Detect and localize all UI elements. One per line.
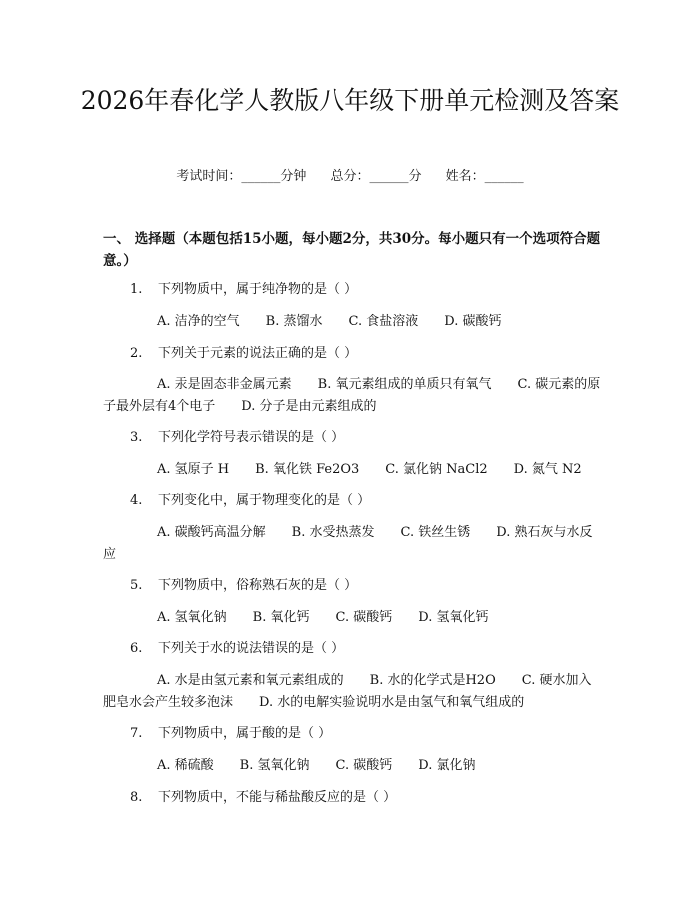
option-b: B. 水的化学式是H2O bbox=[369, 673, 496, 688]
exam-student-name: 姓名：______ bbox=[445, 169, 524, 184]
option-b: B. 水受热蒸发 bbox=[291, 525, 375, 540]
question-4-options bbox=[103, 522, 603, 566]
option-a: A. 碳酸钙高温分解 bbox=[157, 525, 266, 540]
question-1 bbox=[103, 279, 603, 301]
question-stem: 下列关于元素的说法正确的是（ ） bbox=[158, 346, 358, 361]
option-d: D. 分子是由元素组成的 bbox=[241, 399, 377, 414]
question-4 bbox=[103, 490, 603, 512]
option-a: A. 氢氧化钠 bbox=[157, 610, 227, 625]
exam-total-score: 总分：______分 bbox=[330, 169, 422, 184]
question-1-options bbox=[103, 311, 603, 333]
question-3 bbox=[103, 427, 603, 449]
option-b: B. 氧元素组成的单质只有氧气 bbox=[317, 377, 492, 392]
question-stem: 下列关于水的说法错误的是（ ） bbox=[158, 641, 345, 656]
option-b: B. 氧化铁 Fe2O3 bbox=[255, 462, 360, 477]
option-a: A. 氢原子 H bbox=[157, 462, 230, 477]
question-3-options bbox=[103, 459, 603, 481]
question-5-options bbox=[103, 607, 603, 629]
question-6 bbox=[103, 638, 603, 660]
option-d: D. 氯化钠 bbox=[418, 758, 476, 773]
option-d: D. 熟石灰与水反应 bbox=[103, 525, 593, 562]
question-number: 1. bbox=[130, 282, 143, 297]
question-7-options bbox=[103, 755, 603, 777]
question-stem: 下列物质中，属于酸的是（ ） bbox=[158, 726, 332, 741]
option-c: C. 氯化钠 NaCl2 bbox=[385, 462, 488, 477]
option-a: A. 稀硫酸 bbox=[157, 758, 214, 773]
question-7 bbox=[103, 723, 603, 745]
question-6-options bbox=[103, 670, 603, 714]
option-c: C. 碳酸钙 bbox=[335, 758, 393, 773]
option-c: C. 碳酸钙 bbox=[335, 610, 393, 625]
question-2-options bbox=[103, 374, 603, 418]
option-a: A. 洁净的空气 bbox=[157, 314, 240, 329]
question-stem: 下列物质中，俗称熟石灰的是（ ） bbox=[158, 578, 358, 593]
question-number: 6. bbox=[130, 641, 143, 656]
question-number: 4. bbox=[130, 493, 143, 508]
question-number: 3. bbox=[130, 430, 143, 445]
option-d: D. 氮气 N2 bbox=[513, 462, 582, 477]
exam-time: 考试时间：______分钟 bbox=[176, 169, 307, 184]
question-stem: 下列物质中，属于纯净物的是（ ） bbox=[158, 282, 358, 297]
question-8 bbox=[103, 787, 603, 809]
option-d: D. 水的电解实验说明水是由氢气和氧气组成的 bbox=[259, 695, 525, 710]
question-stem: 下列变化中，属于物理变化的是（ ） bbox=[158, 493, 371, 508]
option-c: C. 铁丝生锈 bbox=[400, 525, 471, 540]
question-number: 2. bbox=[130, 346, 143, 361]
option-c: C. 硬水加入肥皂水会产生较多泡沫 bbox=[103, 673, 592, 710]
question-2 bbox=[103, 343, 603, 365]
document-title: 2026年春化学人教版八年级下册单元检测及答案 bbox=[80, 86, 620, 115]
question-number: 8. bbox=[130, 790, 143, 805]
question-5 bbox=[103, 575, 603, 597]
question-number: 7. bbox=[130, 726, 143, 741]
question-stem: 下列物质中，不能与稀盐酸反应的是（ ） bbox=[158, 790, 397, 805]
option-b: B. 氢氧化钠 bbox=[239, 758, 310, 773]
exam-info bbox=[0, 168, 700, 186]
option-a: A. 水是由氢元素和氧元素组成的 bbox=[157, 673, 344, 688]
option-c: C. 食盐溶液 bbox=[348, 314, 419, 329]
section-heading: 一、 选择题（本题包括15小题，每小题2分，共30分。每小题只有一个选项符合题意。） bbox=[103, 231, 601, 269]
option-d: D. 氢氧化钙 bbox=[418, 610, 489, 625]
option-c: C. 碳元素的原子最外层有4个电子 bbox=[103, 377, 601, 414]
question-number: 5. bbox=[130, 578, 143, 593]
option-b: B. 氧化钙 bbox=[252, 610, 310, 625]
option-a: A. 汞是固态非金属元素 bbox=[157, 377, 292, 392]
option-b: B. 蒸馏水 bbox=[265, 314, 323, 329]
question-stem: 下列化学符号表示错误的是（ ） bbox=[158, 430, 345, 445]
option-d: D. 碳酸钙 bbox=[444, 314, 502, 329]
